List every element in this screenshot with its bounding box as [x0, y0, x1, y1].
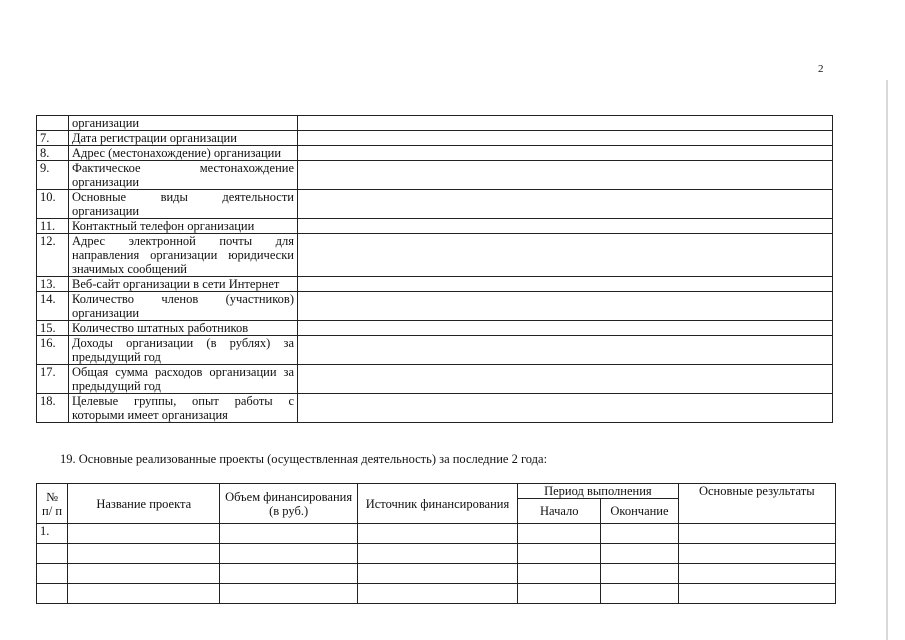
project-cell[interactable]	[357, 544, 517, 564]
info-row-number: 18.	[37, 394, 69, 423]
project-cell[interactable]	[518, 544, 601, 564]
section-19-title: 19. Основные реализованные проекты (осуществленная деятельность) за последние 2 года:	[60, 452, 548, 466]
info-row-number: 13.	[37, 277, 69, 292]
info-row	[37, 277, 833, 292]
project-row	[37, 584, 836, 604]
project-cell[interactable]	[220, 564, 357, 584]
projects-table	[36, 483, 836, 604]
info-row	[37, 190, 833, 219]
project-cell[interactable]	[678, 544, 835, 564]
header-start: Начало	[518, 499, 601, 524]
header-funding-amount: Объем финансирования (в руб.)	[220, 484, 357, 524]
project-cell[interactable]	[601, 544, 678, 564]
info-row-label: Фактическое местонахождение организации	[69, 161, 298, 190]
info-row	[37, 161, 833, 190]
info-row-label: Веб-сайт организации в сети Интернет	[69, 277, 298, 292]
info-row	[37, 146, 833, 161]
info-row-number: 17.	[37, 365, 69, 394]
info-row-value[interactable]	[298, 321, 833, 336]
header-project-name: Название проекта	[68, 484, 220, 524]
info-row-value[interactable]	[298, 116, 833, 131]
header-results: Основные результаты	[678, 484, 835, 524]
project-row-number[interactable]	[37, 564, 68, 584]
project-cell[interactable]	[518, 584, 601, 604]
project-cell[interactable]	[601, 524, 678, 544]
info-row	[37, 234, 833, 277]
page-number: 2	[818, 63, 824, 75]
project-cell[interactable]	[678, 524, 835, 544]
info-row-number: 15.	[37, 321, 69, 336]
info-row-label: Основные виды деятельности организации	[69, 190, 298, 219]
project-cell[interactable]	[220, 524, 357, 544]
info-row-value[interactable]	[298, 336, 833, 365]
info-row-value[interactable]	[298, 277, 833, 292]
project-cell[interactable]	[68, 524, 220, 544]
info-row	[37, 394, 833, 423]
project-cell[interactable]	[357, 564, 517, 584]
header-funding-source: Источник финансирования	[357, 484, 517, 524]
info-row-label: организации	[69, 116, 298, 131]
project-cell[interactable]	[68, 544, 220, 564]
project-cell[interactable]	[678, 564, 835, 584]
info-row	[37, 365, 833, 394]
project-cell[interactable]	[678, 584, 835, 604]
header-end: Окончание	[601, 499, 678, 524]
info-row-value[interactable]	[298, 131, 833, 146]
info-row	[37, 219, 833, 234]
info-row-number	[37, 116, 69, 131]
project-row	[37, 564, 836, 584]
info-row-label: Количество членов (участников) организации	[69, 292, 298, 321]
header-period: Период выполнения	[518, 484, 678, 499]
info-row-number: 7.	[37, 131, 69, 146]
project-cell[interactable]	[220, 584, 357, 604]
project-row	[37, 544, 836, 564]
info-row-label: Дата регистрации организации	[69, 131, 298, 146]
project-cell[interactable]	[601, 564, 678, 584]
info-row-value[interactable]	[298, 365, 833, 394]
info-row-number: 14.	[37, 292, 69, 321]
info-row-number: 8.	[37, 146, 69, 161]
info-row-value[interactable]	[298, 146, 833, 161]
info-row	[37, 292, 833, 321]
info-row-value[interactable]	[298, 219, 833, 234]
info-row-number: 11.	[37, 219, 69, 234]
project-cell[interactable]	[518, 524, 601, 544]
organization-info-table	[36, 115, 833, 423]
info-row	[37, 336, 833, 365]
info-row	[37, 321, 833, 336]
info-row-value[interactable]	[298, 394, 833, 423]
project-cell[interactable]	[518, 564, 601, 584]
header-number: № п/ п	[37, 484, 68, 524]
info-row-label: Адрес (местонахождение) организации	[69, 146, 298, 161]
project-cell[interactable]	[68, 584, 220, 604]
project-cell[interactable]	[601, 584, 678, 604]
info-row-label: Адрес электронной почты для направления организации юридически значимых сообщений	[69, 234, 298, 277]
page-edge-shadow	[886, 80, 888, 640]
info-row	[37, 131, 833, 146]
project-row-number[interactable]: 1.	[37, 524, 68, 544]
project-cell[interactable]	[357, 584, 517, 604]
info-row-number: 16.	[37, 336, 69, 365]
info-row-value[interactable]	[298, 161, 833, 190]
project-row	[37, 524, 836, 544]
info-row-label: Контактный телефон организации	[69, 219, 298, 234]
project-cell[interactable]	[357, 524, 517, 544]
info-row-number: 12.	[37, 234, 69, 277]
info-row-value[interactable]	[298, 190, 833, 219]
project-cell[interactable]	[68, 564, 220, 584]
info-row-value[interactable]	[298, 292, 833, 321]
info-row	[37, 116, 833, 131]
info-row-label: Доходы организации (в рублях) за предыдущий год	[69, 336, 298, 365]
project-row-number[interactable]	[37, 544, 68, 564]
project-cell[interactable]	[220, 544, 357, 564]
info-row-label: Общая сумма расходов организации за предыдущий год	[69, 365, 298, 394]
info-row-label: Количество штатных работников	[69, 321, 298, 336]
info-row-number: 9.	[37, 161, 69, 190]
info-row-value[interactable]	[298, 234, 833, 277]
info-row-number: 10.	[37, 190, 69, 219]
info-row-label: Целевые группы, опыт работы с которыми имеет организация	[69, 394, 298, 423]
project-row-number[interactable]	[37, 584, 68, 604]
